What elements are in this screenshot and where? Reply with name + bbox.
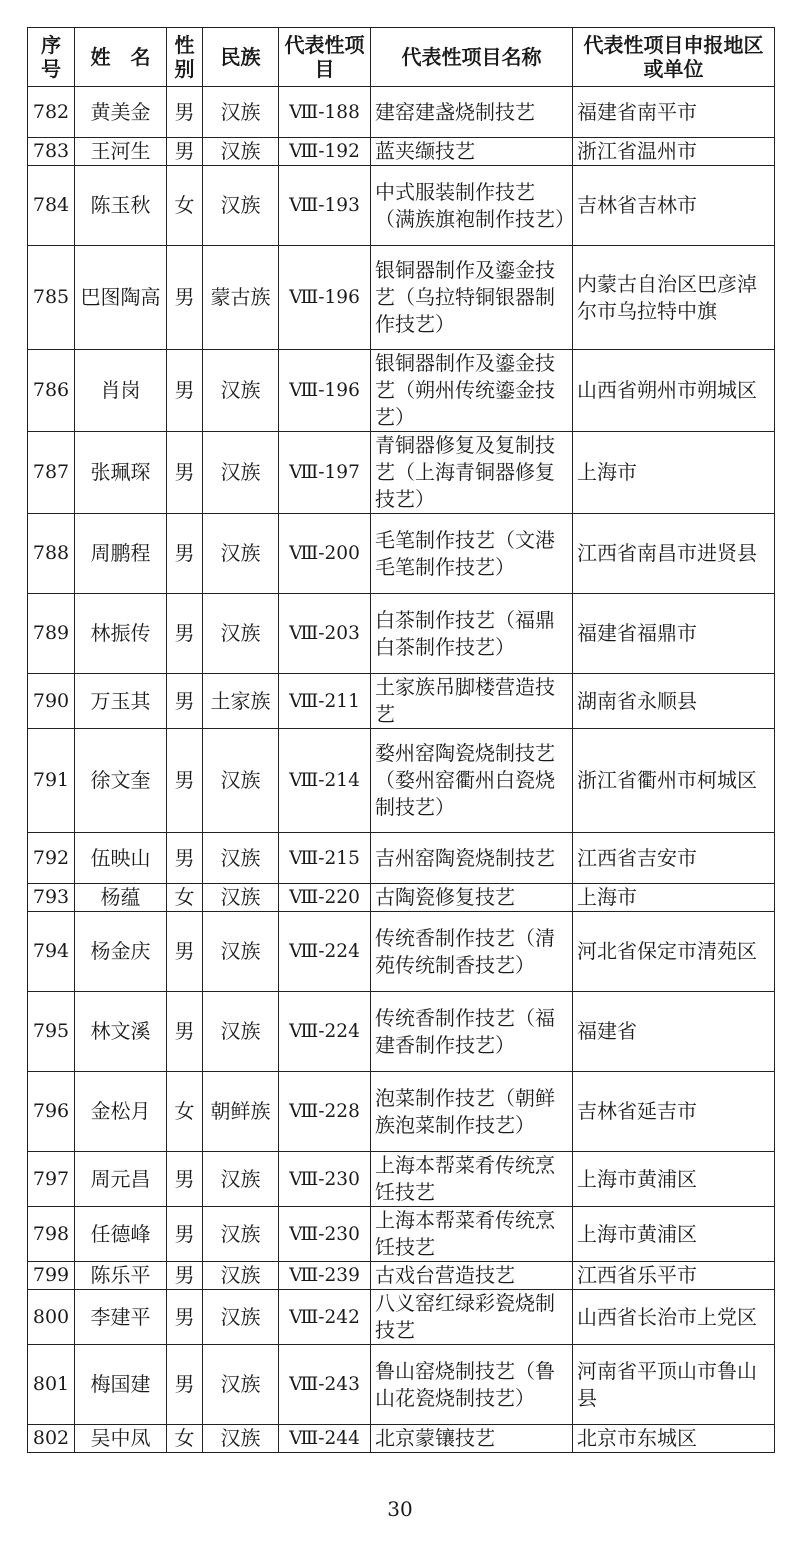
cell-seq: 800 [28,1290,75,1345]
cell-gender: 男 [167,594,203,674]
cell-region: 上海市 [573,884,775,912]
cell-ethnicity: 朝鲜族 [203,1072,279,1152]
cell-ethnicity: 汉族 [203,1152,279,1207]
cell-gender: 女 [167,166,203,246]
cell-gender: 男 [167,1207,203,1262]
table-row [28,992,775,1072]
table-header-row [28,28,775,87]
cell-ethnicity: 汉族 [203,1345,279,1425]
cell-region: 江西省吉安市 [573,833,775,884]
cell-code: Ⅷ-230 [279,1152,371,1207]
cell-name: 林文溪 [75,992,167,1072]
cell-seq: 794 [28,912,75,992]
cell-region: 福建省福鼎市 [573,594,775,674]
cell-seq: 793 [28,884,75,912]
cell-code: Ⅷ-196 [279,350,371,432]
cell-project: 中式服装制作技艺（满族旗袍制作技艺） [371,166,573,246]
cell-name: 任德峰 [75,1207,167,1262]
cell-region: 吉林省吉林市 [573,166,775,246]
cell-seq: 782 [28,87,75,138]
cell-region: 内蒙古自治区巴彦淖尔市乌拉特中旗 [573,246,775,350]
cell-gender: 女 [167,884,203,912]
table-row [28,674,775,729]
cell-ethnicity: 汉族 [203,350,279,432]
cell-seq: 792 [28,833,75,884]
cell-gender: 男 [167,1345,203,1425]
cell-project: 传统香制作技艺（清苑传统制香技艺） [371,912,573,992]
cell-gender: 女 [167,1425,203,1453]
cell-code: Ⅷ-211 [279,674,371,729]
cell-region: 浙江省衢州市柯城区 [573,729,775,833]
cell-project: 北京蒙镶技艺 [371,1425,573,1453]
cell-name: 周元昌 [75,1152,167,1207]
heritage-bearers-table [27,27,775,1453]
cell-code: Ⅷ-220 [279,884,371,912]
table-row [28,166,775,246]
cell-region: 江西省乐平市 [573,1262,775,1290]
table-row [28,833,775,884]
table-body [28,87,775,1453]
cell-seq: 799 [28,1262,75,1290]
cell-ethnicity: 汉族 [203,833,279,884]
cell-code: Ⅷ-200 [279,514,371,594]
cell-seq: 802 [28,1425,75,1453]
cell-project: 银铜器制作及鎏金技艺（乌拉特铜银器制作技艺） [371,246,573,350]
cell-ethnicity: 汉族 [203,166,279,246]
cell-ethnicity: 汉族 [203,1290,279,1345]
cell-gender: 男 [167,350,203,432]
cell-region: 山西省长治市上党区 [573,1290,775,1345]
cell-project: 八义窑红绿彩瓷烧制技艺 [371,1290,573,1345]
cell-region: 福建省南平市 [573,87,775,138]
cell-ethnicity: 蒙古族 [203,246,279,350]
table-row [28,1262,775,1290]
table-row [28,350,775,432]
cell-code: Ⅷ-224 [279,992,371,1072]
cell-name: 黄美金 [75,87,167,138]
header-ethnicity: 民族 [203,28,279,87]
cell-project: 白茶制作技艺（福鼎白茶制作技艺） [371,594,573,674]
cell-seq: 784 [28,166,75,246]
cell-region: 北京市东城区 [573,1425,775,1453]
cell-code: Ⅷ-196 [279,246,371,350]
cell-seq: 789 [28,594,75,674]
cell-project: 泡菜制作技艺（朝鲜族泡菜制作技艺） [371,1072,573,1152]
cell-code: Ⅷ-203 [279,594,371,674]
cell-gender: 男 [167,674,203,729]
cell-region: 湖南省永顺县 [573,674,775,729]
cell-region: 河南省平顶山市鲁山县 [573,1345,775,1425]
cell-code: Ⅷ-192 [279,138,371,166]
cell-seq: 795 [28,992,75,1072]
cell-name: 陈玉秋 [75,166,167,246]
cell-seq: 797 [28,1152,75,1207]
cell-project: 土家族吊脚楼营造技艺 [371,674,573,729]
cell-project: 上海本帮菜肴传统烹饪技艺 [371,1152,573,1207]
cell-project: 银铜器制作及鎏金技艺（朔州传统鎏金技艺） [371,350,573,432]
cell-gender: 男 [167,138,203,166]
cell-region: 山西省朔州市朔城区 [573,350,775,432]
cell-code: Ⅷ-242 [279,1290,371,1345]
cell-name: 杨金庆 [75,912,167,992]
cell-ethnicity: 汉族 [203,138,279,166]
cell-ethnicity: 汉族 [203,514,279,594]
cell-region: 吉林省延吉市 [573,1072,775,1152]
cell-ethnicity: 汉族 [203,1425,279,1453]
cell-project: 蓝夹缬技艺 [371,138,573,166]
table-row [28,514,775,594]
table-row [28,432,775,514]
cell-gender: 男 [167,514,203,594]
cell-code: Ⅷ-214 [279,729,371,833]
cell-name: 李建平 [75,1290,167,1345]
header-seq: 序号 [28,28,75,87]
cell-project: 传统香制作技艺（福建香制作技艺） [371,992,573,1072]
table-row [28,1290,775,1345]
table-row [28,729,775,833]
cell-project: 上海本帮菜肴传统烹饪技艺 [371,1207,573,1262]
cell-seq: 791 [28,729,75,833]
table-row [28,1207,775,1262]
header-name: 姓 名 [75,28,167,87]
cell-code: Ⅷ-224 [279,912,371,992]
cell-name: 巴图陶高 [75,246,167,350]
cell-gender: 男 [167,1290,203,1345]
cell-region: 浙江省温州市 [573,138,775,166]
cell-gender: 女 [167,1072,203,1152]
cell-code: Ⅷ-230 [279,1207,371,1262]
cell-code: Ⅷ-215 [279,833,371,884]
cell-code: Ⅷ-228 [279,1072,371,1152]
cell-gender: 男 [167,1152,203,1207]
cell-gender: 男 [167,1262,203,1290]
cell-code: Ⅷ-239 [279,1262,371,1290]
cell-name: 林振传 [75,594,167,674]
cell-project: 鲁山窑烧制技艺（鲁山花瓷烧制技艺） [371,1345,573,1425]
header-gender: 性别 [167,28,203,87]
cell-ethnicity: 汉族 [203,1262,279,1290]
table-row [28,1425,775,1453]
cell-gender: 男 [167,87,203,138]
cell-code: Ⅷ-197 [279,432,371,514]
cell-seq: 788 [28,514,75,594]
cell-project: 古陶瓷修复技艺 [371,884,573,912]
cell-ethnicity: 汉族 [203,992,279,1072]
cell-name: 周鹏程 [75,514,167,594]
table-row [28,1345,775,1425]
cell-code: Ⅷ-244 [279,1425,371,1453]
cell-name: 陈乐平 [75,1262,167,1290]
cell-region: 江西省南昌市进贤县 [573,514,775,594]
cell-project: 建窑建盏烧制技艺 [371,87,573,138]
cell-gender: 男 [167,432,203,514]
cell-seq: 785 [28,246,75,350]
header-project: 代表性项目名称 [371,28,573,87]
cell-region: 河北省保定市清苑区 [573,912,775,992]
cell-gender: 男 [167,246,203,350]
cell-ethnicity: 汉族 [203,594,279,674]
cell-name: 张珮琛 [75,432,167,514]
cell-ethnicity: 土家族 [203,674,279,729]
cell-gender: 男 [167,992,203,1072]
cell-gender: 男 [167,833,203,884]
header-region: 代表性项目申报地区或单位 [573,28,775,87]
cell-name: 伍映山 [75,833,167,884]
cell-name: 梅国建 [75,1345,167,1425]
table-row [28,246,775,350]
cell-region: 上海市黄浦区 [573,1207,775,1262]
cell-region: 上海市 [573,432,775,514]
cell-seq: 798 [28,1207,75,1262]
table-row [28,884,775,912]
cell-seq: 786 [28,350,75,432]
cell-name: 万玉其 [75,674,167,729]
cell-ethnicity: 汉族 [203,87,279,138]
cell-code: Ⅷ-188 [279,87,371,138]
cell-ethnicity: 汉族 [203,884,279,912]
page-number: 30 [387,1497,413,1521]
cell-name: 杨蕴 [75,884,167,912]
cell-project: 毛笔制作技艺（文港毛笔制作技艺） [371,514,573,594]
cell-name: 吴中凤 [75,1425,167,1453]
cell-name: 王河生 [75,138,167,166]
table-row [28,138,775,166]
cell-ethnicity: 汉族 [203,912,279,992]
cell-seq: 790 [28,674,75,729]
cell-seq: 787 [28,432,75,514]
cell-region: 福建省 [573,992,775,1072]
header-code: 代表性项目 [279,28,371,87]
cell-project: 青铜器修复及复制技艺（上海青铜器修复技艺） [371,432,573,514]
cell-ethnicity: 汉族 [203,1207,279,1262]
table-row [28,912,775,992]
cell-gender: 男 [167,729,203,833]
table-row [28,1152,775,1207]
cell-seq: 801 [28,1345,75,1425]
cell-name: 肖岗 [75,350,167,432]
cell-ethnicity: 汉族 [203,729,279,833]
cell-code: Ⅷ-243 [279,1345,371,1425]
cell-ethnicity: 汉族 [203,432,279,514]
table-row [28,594,775,674]
cell-code: Ⅷ-193 [279,166,371,246]
cell-project: 婺州窑陶瓷烧制技艺（婺州窑衢州白瓷烧制技艺） [371,729,573,833]
cell-seq: 796 [28,1072,75,1152]
table-row [28,87,775,138]
table-row [28,1072,775,1152]
cell-name: 金松月 [75,1072,167,1152]
cell-region: 上海市黄浦区 [573,1152,775,1207]
cell-seq: 783 [28,138,75,166]
cell-project: 古戏台营造技艺 [371,1262,573,1290]
cell-name: 徐文奎 [75,729,167,833]
cell-project: 吉州窑陶瓷烧制技艺 [371,833,573,884]
cell-gender: 男 [167,912,203,992]
